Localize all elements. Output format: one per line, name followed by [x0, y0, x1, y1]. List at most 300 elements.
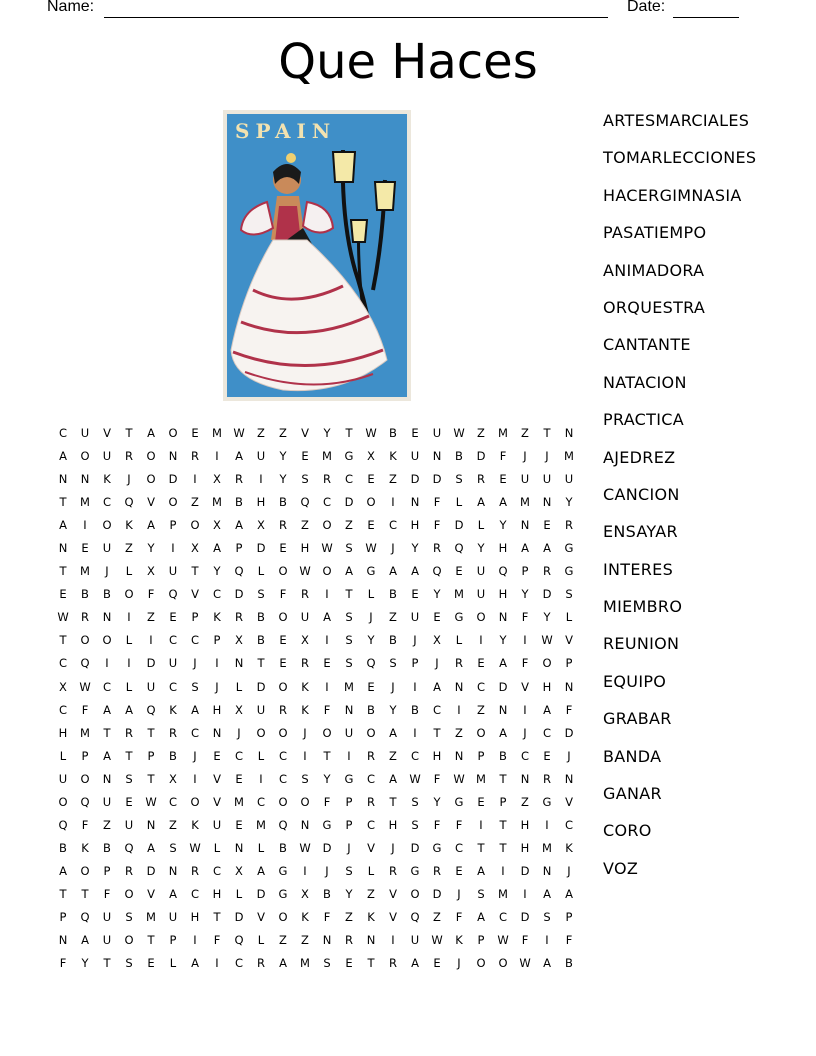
grid-cell: N	[564, 426, 574, 440]
grid-cell: D	[344, 495, 354, 510]
grid-cell: G	[454, 610, 464, 625]
grid-cell: F	[433, 817, 441, 832]
grid-cell: J	[325, 863, 329, 878]
grid-cell: I	[215, 449, 219, 464]
grid-cell: I	[545, 817, 549, 832]
grid-cell: D	[256, 541, 266, 556]
grid-cell: V	[213, 794, 221, 809]
grid-cell: O	[124, 587, 134, 602]
grid-cell: O	[102, 518, 112, 533]
grid-cell: P	[477, 748, 485, 763]
grid-cell: X	[191, 541, 199, 556]
grid-cell: C	[366, 817, 376, 832]
grid-cell: R	[455, 656, 463, 671]
grid-cell: Q	[168, 587, 178, 602]
grid-cell: E	[169, 610, 177, 625]
grid-cell: E	[367, 472, 375, 487]
grid-cell: Q	[58, 817, 68, 832]
grid-cell: B	[499, 748, 507, 763]
grid-cell: P	[521, 564, 529, 579]
grid-cell: I	[501, 863, 505, 878]
grid-cell: T	[191, 564, 199, 579]
grid-cell: O	[278, 909, 288, 924]
word-list-item: ANIMADORA	[603, 260, 705, 280]
grid-cell: I	[193, 771, 197, 786]
grid-cell: H	[388, 817, 398, 832]
grid-cell: B	[279, 495, 287, 510]
word-list-item: BANDA	[603, 746, 662, 766]
grid-cell: N	[520, 518, 530, 533]
grid-cell: B	[367, 702, 375, 717]
grid-cell: T	[477, 840, 485, 855]
grid-cell: R	[125, 449, 133, 464]
grid-cell: N	[168, 449, 178, 464]
grid-cell: O	[322, 564, 332, 579]
grid-cell: Z	[367, 886, 375, 901]
grid-cell: N	[498, 610, 508, 625]
grid-cell: W	[365, 541, 377, 556]
grid-cell: U	[256, 702, 266, 717]
grid-cell: D	[256, 886, 266, 901]
grid-cell: A	[565, 886, 573, 901]
grid-cell: R	[345, 933, 353, 948]
grid-cell: N	[344, 702, 354, 717]
grid-cell: O	[80, 449, 90, 464]
grid-cell: F	[147, 587, 155, 602]
grid-cell: J	[523, 725, 527, 740]
grid-cell: A	[499, 495, 507, 510]
grid-cell: Q	[124, 840, 134, 855]
grid-cell: T	[59, 564, 67, 579]
grid-cell: Y	[521, 587, 529, 602]
grid-cell: D	[520, 909, 530, 924]
grid-cell: I	[127, 610, 131, 625]
grid-cell: K	[565, 840, 573, 855]
grid-cell: G	[278, 886, 288, 901]
grid-cell: R	[191, 449, 199, 464]
grid-cell: G	[344, 771, 354, 786]
grid-cell: J	[545, 449, 549, 464]
grid-cell: J	[567, 748, 571, 763]
grid-cell: U	[256, 449, 266, 464]
grid-cell: F	[433, 518, 441, 533]
grid-row	[52, 422, 580, 445]
grid-cell: Y	[147, 541, 155, 556]
grid-cell: N	[102, 771, 112, 786]
grid-cell: W	[519, 956, 531, 971]
grid-cell: T	[147, 725, 155, 740]
grid-cell: K	[301, 679, 309, 694]
grid-cell: C	[168, 633, 178, 648]
grid-cell: D	[234, 587, 244, 602]
grid-cell: M	[542, 840, 552, 855]
grid-cell: Z	[279, 933, 287, 948]
grid-cell: R	[433, 863, 441, 878]
grid-cell: D	[542, 587, 552, 602]
grid-cell: I	[325, 633, 329, 648]
grid-cell: L	[367, 587, 375, 602]
grid-cell: X	[59, 679, 67, 694]
grid-cell: A	[543, 886, 551, 901]
grid-cell: N	[58, 541, 68, 556]
grid-cell: F	[433, 771, 441, 786]
grid-cell: A	[499, 725, 507, 740]
grid-cell: C	[102, 679, 112, 694]
grid-cell: U	[344, 725, 354, 740]
grid-cell: S	[301, 472, 309, 487]
grid-cell: W	[453, 771, 465, 786]
grid-cell: S	[125, 909, 133, 924]
grid-cell: L	[169, 956, 177, 971]
word-list-item: CANCION	[603, 484, 680, 504]
grid-cell: I	[325, 587, 329, 602]
grid-cell: F	[81, 702, 89, 717]
grid-cell: J	[457, 886, 461, 901]
grid-row	[52, 445, 580, 468]
grid-cell: B	[455, 449, 463, 464]
grid-cell: E	[191, 426, 199, 440]
grid-cell: X	[169, 771, 177, 786]
grid-cell: B	[81, 587, 89, 602]
grid-cell: L	[565, 610, 573, 625]
grid-cell: T	[103, 956, 111, 971]
grid-cell: U	[168, 564, 178, 579]
grid-cell: I	[391, 495, 395, 510]
grid-cell: B	[389, 587, 397, 602]
grid-cell: R	[433, 541, 441, 556]
grid-cell: C	[256, 794, 266, 809]
grid-cell: I	[413, 725, 417, 740]
grid-cell: Z	[389, 472, 397, 487]
grid-cell: T	[59, 886, 67, 901]
grid-cell: R	[477, 472, 485, 487]
grid-cell: A	[345, 564, 353, 579]
grid-cell: M	[256, 817, 266, 832]
grid-cell: C	[542, 725, 552, 740]
grid-cell: L	[125, 633, 133, 648]
grid-cell: D	[168, 472, 178, 487]
grid-cell: I	[523, 633, 527, 648]
grid-cell: I	[105, 656, 109, 671]
grid-cell: A	[543, 541, 551, 556]
grid-cell: N	[520, 771, 530, 786]
word-list-item: CANTANTE	[603, 335, 691, 355]
grid-cell: I	[523, 886, 527, 901]
grid-row	[52, 883, 580, 906]
grid-cell: A	[191, 956, 199, 971]
grid-cell: V	[389, 886, 397, 901]
grid-cell: D	[454, 518, 464, 533]
grid-cell: L	[125, 564, 133, 579]
grid-cell: O	[168, 495, 178, 510]
spain-poster-image	[223, 110, 411, 401]
grid-cell: X	[301, 633, 309, 648]
grid-cell: T	[59, 633, 67, 648]
grid-cell: D	[520, 863, 530, 878]
grid-cell: C	[564, 817, 574, 832]
grid-cell: W	[409, 771, 421, 786]
grid-cell: S	[257, 587, 265, 602]
grid-cell: F	[521, 610, 529, 625]
grid-cell: A	[389, 564, 397, 579]
grid-cell: F	[81, 817, 89, 832]
grid-cell: V	[521, 679, 529, 694]
grid-cell: M	[498, 886, 508, 901]
grid-cell: B	[257, 610, 265, 625]
grid-cell: A	[543, 702, 551, 717]
grid-row	[52, 906, 580, 929]
grid-cell: U	[410, 933, 420, 948]
grid-cell: V	[301, 426, 309, 440]
grid-cell: F	[323, 794, 331, 809]
grid-cell: Q	[410, 909, 420, 924]
grid-cell: X	[147, 564, 155, 579]
grid-cell: B	[323, 886, 331, 901]
grid-cell: S	[169, 840, 177, 855]
grid-cell: A	[521, 541, 529, 556]
grid-cell: A	[235, 518, 243, 533]
grid-cell: I	[413, 679, 417, 694]
grid-cell: P	[169, 933, 177, 948]
grid-cell: P	[213, 633, 221, 648]
grid-cell: C	[520, 748, 530, 763]
grid-cell: D	[146, 656, 156, 671]
grid-cell: J	[193, 656, 197, 671]
grid-cell: M	[80, 564, 90, 579]
grid-cell: O	[476, 956, 486, 971]
grid-cell: E	[235, 771, 243, 786]
grid-row	[52, 629, 580, 652]
grid-cell: S	[345, 863, 353, 878]
grid-cell: A	[213, 541, 221, 556]
grid-cell: F	[565, 933, 573, 948]
grid-cell: O	[80, 863, 90, 878]
grid-cell: S	[477, 886, 485, 901]
grid-cell: U	[410, 610, 420, 625]
grid-cell: C	[212, 863, 222, 878]
grid-cell: R	[125, 725, 133, 740]
grid-cell: U	[146, 679, 156, 694]
letter-grid	[52, 422, 580, 975]
grid-cell: C	[388, 518, 398, 533]
grid-cell: K	[169, 702, 177, 717]
grid-cell: Z	[125, 541, 133, 556]
grid-cell: A	[279, 956, 287, 971]
grid-cell: K	[213, 610, 221, 625]
grid-cell: Z	[279, 426, 287, 440]
grid-cell: R	[543, 771, 551, 786]
grid-cell: B	[257, 633, 265, 648]
grid-cell: G	[278, 863, 288, 878]
grid-cell: A	[323, 610, 331, 625]
grid-cell: A	[59, 449, 67, 464]
grid-cell: Y	[345, 886, 353, 901]
grid-cell: Y	[323, 426, 331, 440]
grid-cell: O	[278, 610, 288, 625]
grid-cell: Q	[300, 495, 310, 510]
grid-cell: V	[103, 426, 111, 440]
grid-cell: F	[103, 886, 111, 901]
grid-cell: T	[323, 748, 331, 763]
grid-cell: O	[476, 610, 486, 625]
grid-cell: Y	[565, 495, 573, 510]
grid-cell: C	[58, 656, 68, 671]
grid-cell: W	[299, 840, 311, 855]
grid-cell: N	[168, 863, 178, 878]
grid-cell: R	[279, 518, 287, 533]
grid-cell: X	[301, 886, 309, 901]
grid-cell: R	[323, 472, 331, 487]
grid-cell: R	[301, 587, 309, 602]
grid-cell: V	[213, 771, 221, 786]
grid-cell: V	[147, 886, 155, 901]
grid-cell: W	[57, 610, 69, 625]
grid-cell: A	[499, 656, 507, 671]
grid-cell: J	[413, 633, 417, 648]
grid-cell: X	[367, 449, 375, 464]
grid-cell: R	[169, 725, 177, 740]
word-list-item: PRACTICA	[603, 410, 684, 430]
grid-cell: R	[367, 794, 375, 809]
word-list-item: GANAR	[603, 784, 662, 804]
grid-cell: F	[565, 702, 573, 717]
grid-row	[52, 722, 580, 745]
grid-cell: H	[212, 702, 222, 717]
grid-cell: C	[278, 771, 288, 786]
grid-cell: E	[455, 863, 463, 878]
grid-cell: I	[347, 748, 351, 763]
page-title: Que Haces	[278, 34, 538, 90]
grid-row	[52, 791, 580, 814]
name-line	[104, 17, 608, 18]
name-label: Name:	[47, 0, 95, 15]
grid-cell: L	[257, 933, 265, 948]
grid-cell: U	[168, 909, 178, 924]
word-list-item: PASATIEMPO	[603, 223, 707, 243]
grid-cell: F	[521, 933, 529, 948]
grid-cell: X	[213, 518, 221, 533]
word-list	[603, 111, 803, 896]
grid-cell: F	[455, 909, 463, 924]
grid-cell: E	[477, 794, 485, 809]
grid-cell: Q	[278, 817, 288, 832]
word-list-item: GRABAR	[603, 709, 672, 729]
grid-cell: A	[103, 748, 111, 763]
grid-cell: O	[322, 725, 332, 740]
grid-row	[52, 514, 580, 537]
grid-cell: M	[322, 449, 332, 464]
grid-cell: P	[345, 794, 353, 809]
grid-cell: I	[391, 933, 395, 948]
grid-row	[52, 606, 580, 629]
grid-cell: N	[454, 679, 464, 694]
grid-cell: L	[257, 564, 265, 579]
grid-cell: F	[499, 449, 507, 464]
grid-cell: P	[345, 817, 353, 832]
grid-cell: H	[58, 725, 68, 740]
grid-cell: U	[58, 771, 68, 786]
grid-cell: Q	[234, 933, 244, 948]
grid-cell: E	[345, 956, 353, 971]
grid-cell: N	[432, 449, 442, 464]
grid-cell: M	[476, 771, 486, 786]
grid-cell: A	[235, 449, 243, 464]
grid-cell: P	[59, 909, 67, 924]
grid-cell: T	[345, 587, 353, 602]
grid-cell: Y	[279, 449, 287, 464]
grid-cell: Z	[345, 909, 353, 924]
grid-cell: J	[215, 679, 219, 694]
grid-cell: L	[257, 748, 265, 763]
grid-cell: W	[79, 679, 91, 694]
grid-cell: Q	[80, 794, 90, 809]
grid-cell: N	[498, 702, 508, 717]
word-list-item: VOZ	[603, 858, 639, 878]
grid-cell: E	[125, 794, 133, 809]
grid-cell: U	[476, 564, 486, 579]
grid-cell: D	[256, 679, 266, 694]
grid-row	[52, 491, 580, 514]
grid-cell: X	[235, 633, 243, 648]
grid-cell: E	[301, 449, 309, 464]
grid-cell: R	[125, 863, 133, 878]
grid-cell: O	[300, 794, 310, 809]
grid-cell: N	[234, 840, 244, 855]
grid-cell: M	[454, 587, 464, 602]
grid-cell: I	[193, 933, 197, 948]
grid-cell: I	[457, 702, 461, 717]
grid-cell: O	[146, 449, 156, 464]
grid-cell: Q	[454, 541, 464, 556]
grid-cell: O	[278, 564, 288, 579]
grid-cell: E	[543, 748, 551, 763]
grid-row	[52, 560, 580, 583]
grid-cell: Z	[389, 610, 397, 625]
grid-cell: J	[193, 748, 197, 763]
grid-cell: Z	[191, 495, 199, 510]
grid-cell: F	[323, 909, 331, 924]
header	[0, 0, 816, 22]
grid-cell: O	[542, 656, 552, 671]
grid-cell: J	[237, 725, 241, 740]
grid-cell: V	[389, 909, 397, 924]
grid-cell: O	[124, 886, 134, 901]
grid-cell: K	[191, 817, 199, 832]
grid-cell: O	[498, 956, 508, 971]
grid-cell: K	[103, 472, 111, 487]
grid-cell: R	[301, 656, 309, 671]
grid-cell: T	[499, 840, 507, 855]
grid-cell: W	[365, 426, 377, 440]
grid-cell: Z	[521, 426, 529, 440]
grid-cell: C	[234, 748, 244, 763]
grid-cell: L	[235, 886, 243, 901]
grid-cell: I	[259, 771, 263, 786]
grid-cell: I	[193, 472, 197, 487]
grid-cell: Z	[301, 933, 309, 948]
grid-cell: Z	[389, 748, 397, 763]
grid-cell: J	[391, 840, 395, 855]
grid-cell: D	[410, 472, 420, 487]
grid-cell: U	[168, 656, 178, 671]
grid-cell: N	[212, 725, 222, 740]
grid-cell: K	[367, 909, 375, 924]
grid-cell: F	[59, 956, 67, 971]
grid-cell: R	[191, 863, 199, 878]
grid-cell: A	[59, 863, 67, 878]
grid-cell: Q	[498, 564, 508, 579]
grid-cell: P	[499, 794, 507, 809]
